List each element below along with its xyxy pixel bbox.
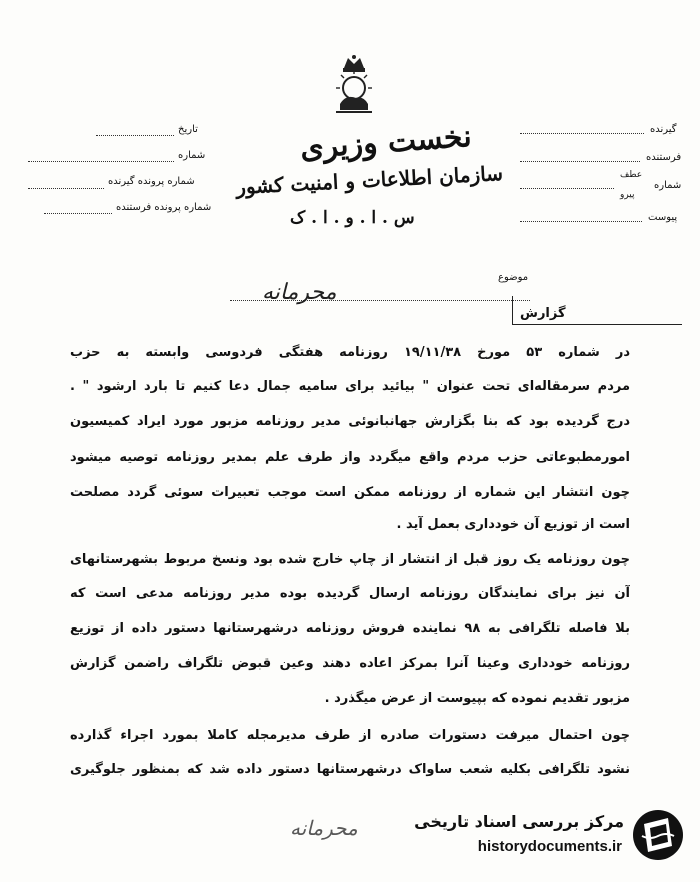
body-line-1: در شماره ۵۳ مورخ ۱۹/۱۱/۳۸ روزنامه هفتگی فردوسی وابسته به حزب xyxy=(70,345,630,360)
body-line-9: بلا فاصله تلگرافی به ۹۸ نماینده فروش روزنامه درشهرستانها دستور داده از توزیع xyxy=(70,621,630,636)
bottom-confidential-stamp: محرمانه xyxy=(290,816,358,840)
body-line-11: مزبور تقدیم نموده که بپیوست از عرض میگذرد . xyxy=(324,691,630,706)
watermark-name: مرکز بررسی اسناد تاریخی xyxy=(414,812,624,831)
body-line-12: چون احتمال میرفت دستورات صادره از طرف مدیرمجله کاملا بمورد اجراء گذارده xyxy=(70,728,630,743)
lion-and-sun-emblem-icon xyxy=(328,54,380,116)
atf-label: عطف xyxy=(620,170,643,180)
sender-file-number-line xyxy=(44,213,112,214)
organization-title: سازمان اطلاعات و امنیت کشور xyxy=(235,161,504,199)
body-line-5: چون انتشار این شماره از روزنامه ممکن است موجب تعبیرات سوئی گردد مصلحت xyxy=(70,485,630,500)
subject-label: موضوع xyxy=(498,272,529,283)
recipient-label: گیرنده xyxy=(650,124,677,135)
report-frame xyxy=(512,296,513,324)
attachment-line xyxy=(520,221,642,222)
date-line xyxy=(96,135,174,136)
number-line xyxy=(28,161,174,162)
recipient-file-number-line xyxy=(28,188,104,189)
subject-value: محرمانه xyxy=(262,280,337,305)
body-line-7: چون روزنامه یک روز قبل از انتشار از چاپ خارج شده بود ونسخ مربوط بشهرستانهای xyxy=(70,552,630,567)
body-line-6: است از توزیع آن خودداری بعمل آید . xyxy=(396,517,630,532)
reference-number-line xyxy=(520,188,614,189)
body-line-4: امورمطبوعاتی حزب مردم واقع میگردد واز طرف علم بمدیر روزنامه توصیه میشود xyxy=(70,450,630,465)
recipient-file-number-label: شماره پرونده گیرنده xyxy=(108,176,195,187)
body-line-8: آن نیز برای نمایندگان روزنامه ارسال گردیده بوده مدیر روزنامه مدعی است که xyxy=(70,586,630,601)
sender-file-number-label: شماره پرونده فرستنده xyxy=(116,202,212,213)
body-line-3: درج گردیده بود که بنا بگزارش جهانبانوئی مدیر روزنامه مزبور مورد ایراد کمیسیون xyxy=(70,414,630,429)
date-label: تاریخ xyxy=(178,124,198,135)
report-label: گزارش xyxy=(520,306,566,321)
reference-number-label: شماره xyxy=(654,180,682,191)
organization-code: س . ا . و . ا . ک xyxy=(290,208,415,228)
report-frame-bottom xyxy=(512,324,682,325)
watermark-url: historydocuments.ir xyxy=(477,838,622,855)
office-title: نخست وزیری xyxy=(298,119,473,166)
number-label: شماره xyxy=(178,150,206,161)
attachment-label: پیوست xyxy=(648,212,678,223)
watermark xyxy=(416,804,686,868)
body-line-13: نشود تلگرافی بکلیه شعب ساواک درشهرستانها دستور داده شد که بمنظور جلوگیری xyxy=(70,762,630,777)
sender-label: فرستنده xyxy=(646,152,682,163)
recipient-line xyxy=(520,133,644,134)
body-line-10: روزنامه خودداری وعینا آنرا بمرکز اعاده دهند وعین قبوض تلگراف راضمن گزارش xyxy=(70,656,630,671)
history-documents-logo-icon xyxy=(630,806,686,864)
sender-line xyxy=(520,161,640,162)
body-line-2: مردم سرمقاله‌ای تحت عنوان " بیائید برای سامیه جمال دعا کنیم تا بارد ارشود " . xyxy=(70,379,630,394)
peyro-label: پیرو xyxy=(620,190,635,200)
